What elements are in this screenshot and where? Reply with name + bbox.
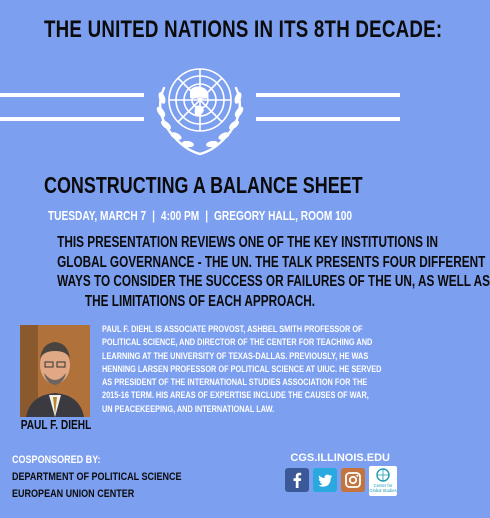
talk-title xyxy=(0,172,400,199)
bio-line: HENNING LARSEN PROFESSOR OF POLITICAL SCIENCE AT UIUC. HE SERVED xyxy=(102,363,382,374)
event-date: TUESDAY, MARCH 7 xyxy=(47,208,147,223)
bio-line: POLITICAL SCIENCE, AND DIRECTOR OF THE CENTER FOR TEACHING AND xyxy=(102,337,373,348)
description-line: WAYS TO CONSIDER THE SUCCESS OR FAILURES OF THE UN, AS WELL AS xyxy=(57,273,490,290)
speaker-name xyxy=(0,417,112,432)
logo-line-1: Center for xyxy=(373,483,393,488)
talk-title-text: CONSTRUCTING A BALANCE SHEET xyxy=(44,172,363,198)
separator: | xyxy=(152,208,155,223)
center-for-global-studies-logo xyxy=(369,466,397,496)
separator: | xyxy=(205,208,209,223)
bio-line: AS PRESIDENT OF THE INTERNATIONAL STUDIES ASSOCIATION FOR THE xyxy=(102,377,368,388)
un-emblem-icon xyxy=(144,58,256,162)
event-time: 4:00 PM xyxy=(160,208,200,223)
speaker-portrait xyxy=(20,325,90,417)
bio-line: UN PEACEKEEPING, AND INTERNATIONAL LAW. xyxy=(102,403,275,414)
cosponsors-label: COSPONSORED BY: xyxy=(12,454,101,466)
cosponsors-block xyxy=(12,452,212,503)
event-series-title-text: THE UNITED NATIONS IN ITS 8TH DECADE: xyxy=(44,16,443,43)
description-line: THIS PRESENTATION REVIEWS ONE OF THE KEY INSTITUTIONS IN xyxy=(57,234,439,251)
bio-line: LEARNING AT THE UNIVERSITY OF TEXAS-DALLAS. PREVIOUSLY, HE WAS xyxy=(102,350,369,361)
facebook-icon[interactable] xyxy=(285,468,309,492)
speaker-bio xyxy=(102,323,394,416)
event-details xyxy=(0,208,400,223)
instagram-icon[interactable] xyxy=(341,468,365,492)
talk-description xyxy=(12,233,490,311)
logo-line-2: Global Studies xyxy=(369,488,397,493)
website-link[interactable]: CGS.ILLINOIS.EDU xyxy=(290,452,390,464)
twitter-icon[interactable] xyxy=(313,468,337,492)
description-line: GLOBAL GOVERNANCE - THE UN. THE TALK PRESENTS FOUR DIFFERENT xyxy=(57,253,486,271)
cosponsor-item: EUROPEAN UNION CENTER xyxy=(12,488,135,500)
bio-line: 2015-16 TERM. HIS AREAS OF EXPERTISE INCLUDE THE CAUSES OF WAR, xyxy=(102,390,369,401)
bio-line: PAUL F. DIEHL IS ASSOCIATE PROVOST, ASHBEL SMITH PROFESSOR OF xyxy=(102,324,363,334)
speaker-name-text: PAUL F. DIEHL xyxy=(20,417,92,432)
description-line: THE LIMITATIONS OF EACH APPROACH. xyxy=(84,292,316,310)
event-series-title xyxy=(0,16,443,44)
event-location: GREGORY HALL, ROOM 100 xyxy=(213,208,353,223)
cosponsor-item: DEPARTMENT OF POLITICAL SCIENCE xyxy=(12,471,182,483)
speaker-photo xyxy=(20,325,90,417)
